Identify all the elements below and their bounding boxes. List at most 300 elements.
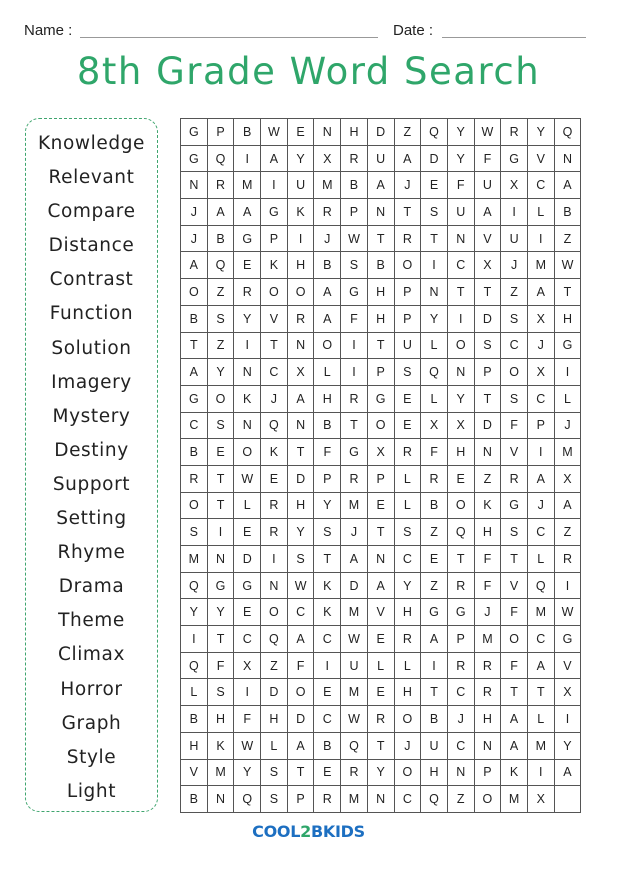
grid-cell[interactable]: I	[314, 652, 341, 679]
grid-cell[interactable]: R	[501, 465, 528, 492]
grid-cell[interactable]: W	[341, 626, 368, 653]
grid-cell[interactable]: W	[554, 599, 581, 626]
grid-cell[interactable]: U	[447, 199, 474, 226]
grid-cell[interactable]: Q	[421, 786, 448, 813]
grid-cell[interactable]: Y	[314, 492, 341, 519]
grid-cell[interactable]: H	[341, 119, 368, 146]
grid-cell[interactable]: R	[207, 172, 234, 199]
grid-cell[interactable]: I	[421, 252, 448, 279]
grid-cell[interactable]: J	[314, 225, 341, 252]
grid-cell[interactable]: W	[554, 252, 581, 279]
grid-cell[interactable]: H	[394, 599, 421, 626]
grid-cell[interactable]: P	[394, 279, 421, 306]
grid-cell[interactable]: J	[527, 492, 554, 519]
grid-cell[interactable]: C	[527, 385, 554, 412]
grid-cell[interactable]: M	[474, 626, 501, 653]
grid-cell[interactable]: R	[474, 652, 501, 679]
grid-cell[interactable]: E	[421, 172, 448, 199]
grid-cell[interactable]: N	[207, 546, 234, 573]
grid-cell[interactable]: R	[447, 572, 474, 599]
grid-cell[interactable]: Y	[207, 359, 234, 386]
grid-cell[interactable]: Y	[447, 119, 474, 146]
grid-cell[interactable]: H	[421, 759, 448, 786]
grid-cell[interactable]: I	[554, 359, 581, 386]
grid-cell[interactable]: H	[447, 439, 474, 466]
grid-cell[interactable]: D	[287, 465, 314, 492]
grid-cell[interactable]: H	[394, 679, 421, 706]
grid-cell[interactable]: M	[234, 172, 261, 199]
grid-cell[interactable]: X	[527, 305, 554, 332]
grid-cell[interactable]: X	[554, 679, 581, 706]
grid-cell[interactable]: S	[207, 412, 234, 439]
grid-cell[interactable]: B	[181, 305, 208, 332]
grid-cell[interactable]: M	[341, 492, 368, 519]
grid-cell[interactable]: R	[394, 439, 421, 466]
grid-cell[interactable]: R	[394, 225, 421, 252]
grid-cell[interactable]: U	[367, 145, 394, 172]
grid-cell[interactable]: P	[474, 359, 501, 386]
grid-cell[interactable]: E	[447, 465, 474, 492]
grid-cell[interactable]: U	[501, 225, 528, 252]
grid-cell[interactable]: B	[234, 119, 261, 146]
grid-cell[interactable]: A	[554, 492, 581, 519]
grid-cell[interactable]: T	[527, 679, 554, 706]
grid-cell[interactable]: N	[367, 199, 394, 226]
grid-cell[interactable]: C	[314, 706, 341, 733]
grid-cell[interactable]: Z	[554, 225, 581, 252]
grid-cell[interactable]: T	[367, 332, 394, 359]
grid-cell[interactable]: C	[527, 172, 554, 199]
grid-cell[interactable]: D	[367, 119, 394, 146]
grid-cell[interactable]: E	[234, 599, 261, 626]
grid-cell[interactable]: A	[287, 385, 314, 412]
grid-cell[interactable]: G	[421, 599, 448, 626]
grid-cell[interactable]: Y	[287, 145, 314, 172]
grid-cell[interactable]: Q	[207, 145, 234, 172]
grid-cell[interactable]: V	[501, 439, 528, 466]
grid-cell[interactable]: A	[181, 359, 208, 386]
grid-cell[interactable]: E	[287, 119, 314, 146]
grid-cell[interactable]: F	[234, 706, 261, 733]
grid-cell[interactable]: D	[287, 706, 314, 733]
grid-cell[interactable]: Q	[261, 412, 288, 439]
grid-cell[interactable]: M	[527, 252, 554, 279]
grid-cell[interactable]: A	[394, 145, 421, 172]
grid-cell[interactable]: X	[527, 786, 554, 813]
grid-cell[interactable]: W	[341, 706, 368, 733]
grid-cell[interactable]: E	[421, 546, 448, 573]
grid-cell[interactable]: G	[234, 225, 261, 252]
grid-cell[interactable]: I	[207, 519, 234, 546]
grid-cell[interactable]: Y	[447, 145, 474, 172]
grid-cell[interactable]: G	[341, 279, 368, 306]
grid-cell[interactable]: B	[314, 252, 341, 279]
grid-cell[interactable]: K	[234, 385, 261, 412]
grid-cell[interactable]: J	[501, 252, 528, 279]
grid-cell[interactable]: I	[261, 172, 288, 199]
grid-cell[interactable]: S	[207, 679, 234, 706]
grid-cell[interactable]: I	[421, 652, 448, 679]
grid-cell[interactable]: C	[287, 599, 314, 626]
grid-cell[interactable]: N	[287, 332, 314, 359]
grid-cell[interactable]: L	[234, 492, 261, 519]
grid-cell[interactable]: O	[314, 332, 341, 359]
grid-cell[interactable]: T	[261, 332, 288, 359]
grid-cell[interactable]: S	[501, 519, 528, 546]
grid-cell[interactable]: T	[367, 519, 394, 546]
grid-cell[interactable]: F	[474, 145, 501, 172]
grid-cell[interactable]: T	[554, 279, 581, 306]
grid-cell[interactable]: T	[181, 332, 208, 359]
grid-cell[interactable]: Q	[447, 519, 474, 546]
grid-cell[interactable]: P	[261, 225, 288, 252]
grid-cell[interactable]: S	[394, 359, 421, 386]
grid-cell[interactable]: W	[234, 465, 261, 492]
grid-cell[interactable]: R	[341, 465, 368, 492]
grid-cell[interactable]: Y	[554, 732, 581, 759]
grid-cell[interactable]: Q	[261, 626, 288, 653]
grid-cell[interactable]: M	[501, 786, 528, 813]
grid-cell[interactable]: A	[474, 199, 501, 226]
grid-cell[interactable]: H	[314, 385, 341, 412]
grid-cell[interactable]: O	[447, 492, 474, 519]
grid-cell[interactable]: F	[421, 439, 448, 466]
grid-cell[interactable]: D	[341, 572, 368, 599]
grid-cell[interactable]: N	[314, 119, 341, 146]
grid-cell[interactable]: T	[207, 626, 234, 653]
grid-cell[interactable]: Q	[181, 572, 208, 599]
grid-cell[interactable]: X	[421, 412, 448, 439]
grid-cell[interactable]: R	[501, 119, 528, 146]
grid-cell[interactable]: U	[287, 172, 314, 199]
grid-cell[interactable]: N	[207, 786, 234, 813]
grid-cell[interactable]: R	[367, 706, 394, 733]
grid-cell[interactable]: L	[421, 332, 448, 359]
grid-cell[interactable]: J	[394, 732, 421, 759]
grid-cell[interactable]: C	[394, 786, 421, 813]
grid-cell[interactable]: T	[447, 546, 474, 573]
grid-cell[interactable]: A	[181, 252, 208, 279]
grid-cell[interactable]: J	[181, 225, 208, 252]
grid-cell[interactable]: J	[341, 519, 368, 546]
grid-cell[interactable]: J	[261, 385, 288, 412]
grid-cell[interactable]: A	[501, 732, 528, 759]
grid-cell[interactable]: D	[421, 145, 448, 172]
grid-cell[interactable]: T	[447, 279, 474, 306]
grid-cell[interactable]: Q	[234, 786, 261, 813]
grid-cell[interactable]: A	[554, 759, 581, 786]
grid-cell[interactable]: O	[287, 279, 314, 306]
grid-cell[interactable]: S	[341, 252, 368, 279]
grid-cell[interactable]: C	[501, 332, 528, 359]
grid-cell[interactable]: I	[181, 626, 208, 653]
grid-cell[interactable]: V	[261, 305, 288, 332]
grid-cell[interactable]: A	[527, 279, 554, 306]
grid-cell[interactable]: O	[501, 359, 528, 386]
grid-cell[interactable]: T	[474, 385, 501, 412]
grid-cell[interactable]: Y	[234, 759, 261, 786]
grid-cell[interactable]: C	[527, 626, 554, 653]
grid-cell[interactable]: B	[421, 706, 448, 733]
grid-cell[interactable]: P	[527, 412, 554, 439]
grid-cell[interactable]: Y	[447, 385, 474, 412]
grid-cell[interactable]: K	[474, 492, 501, 519]
grid-cell[interactable]: C	[394, 546, 421, 573]
grid-cell[interactable]: X	[501, 172, 528, 199]
grid-cell[interactable]: S	[314, 519, 341, 546]
grid-cell[interactable]: C	[181, 412, 208, 439]
grid-cell[interactable]: A	[314, 279, 341, 306]
grid-cell[interactable]: L	[261, 732, 288, 759]
grid-cell[interactable]: N	[474, 439, 501, 466]
grid-cell[interactable]: T	[287, 759, 314, 786]
grid-cell[interactable]: Q	[421, 119, 448, 146]
grid-cell[interactable]: A	[287, 626, 314, 653]
grid-cell[interactable]: H	[474, 519, 501, 546]
grid-cell[interactable]: E	[314, 679, 341, 706]
grid-cell[interactable]: B	[314, 732, 341, 759]
grid-cell[interactable]: D	[474, 412, 501, 439]
grid-cell[interactable]: P	[341, 199, 368, 226]
grid-cell[interactable]: D	[261, 679, 288, 706]
grid-cell[interactable]: L	[314, 359, 341, 386]
grid-cell[interactable]: C	[234, 626, 261, 653]
grid-cell[interactable]: R	[181, 465, 208, 492]
grid-cell[interactable]: E	[234, 519, 261, 546]
grid-cell[interactable]: Y	[181, 599, 208, 626]
grid-cell[interactable]: T	[367, 732, 394, 759]
grid-cell[interactable]: L	[554, 385, 581, 412]
grid-cell[interactable]: E	[367, 679, 394, 706]
grid-cell[interactable]: G	[554, 626, 581, 653]
grid-cell[interactable]: I	[527, 759, 554, 786]
grid-cell[interactable]: P	[287, 786, 314, 813]
grid-cell[interactable]: B	[181, 786, 208, 813]
grid-cell[interactable]: T	[314, 546, 341, 573]
grid-cell[interactable]: B	[181, 439, 208, 466]
grid-cell[interactable]: L	[367, 652, 394, 679]
grid-cell[interactable]: I	[234, 332, 261, 359]
grid-cell[interactable]: F	[314, 439, 341, 466]
grid-cell[interactable]: L	[421, 385, 448, 412]
grid-cell[interactable]: P	[367, 465, 394, 492]
grid-cell[interactable]: A	[501, 706, 528, 733]
grid-cell[interactable]: T	[421, 679, 448, 706]
grid-cell[interactable]: T	[474, 279, 501, 306]
grid-cell[interactable]: X	[367, 439, 394, 466]
grid-cell[interactable]: V	[554, 652, 581, 679]
grid-cell[interactable]: P	[394, 305, 421, 332]
grid-cell[interactable]: Q	[527, 572, 554, 599]
grid-cell[interactable]: S	[501, 305, 528, 332]
grid-cell[interactable]: S	[501, 385, 528, 412]
grid-cell[interactable]: U	[421, 732, 448, 759]
grid-cell[interactable]: A	[287, 732, 314, 759]
grid-cell[interactable]: P	[314, 465, 341, 492]
grid-cell[interactable]: Q	[181, 652, 208, 679]
grid-cell[interactable]: B	[341, 172, 368, 199]
grid-cell[interactable]: Q	[421, 359, 448, 386]
grid-cell[interactable]: P	[367, 359, 394, 386]
grid-cell[interactable]: I	[501, 199, 528, 226]
grid-cell[interactable]: M	[181, 546, 208, 573]
grid-cell[interactable]: J	[394, 172, 421, 199]
grid-cell[interactable]: A	[207, 199, 234, 226]
grid-cell[interactable]: M	[554, 439, 581, 466]
grid-cell[interactable]: B	[314, 412, 341, 439]
grid-cell[interactable]: P	[474, 759, 501, 786]
grid-cell[interactable]: Q	[554, 119, 581, 146]
grid-cell[interactable]: T	[341, 412, 368, 439]
grid-cell[interactable]: M	[341, 786, 368, 813]
grid-cell[interactable]: A	[234, 199, 261, 226]
grid-cell[interactable]: T	[207, 465, 234, 492]
grid-cell[interactable]: O	[394, 706, 421, 733]
grid-cell[interactable]: H	[181, 732, 208, 759]
grid-cell[interactable]: Y	[234, 305, 261, 332]
grid-cell[interactable]: I	[554, 572, 581, 599]
grid-cell[interactable]: X	[314, 145, 341, 172]
grid-cell[interactable]: M	[341, 599, 368, 626]
grid-cell[interactable]: N	[447, 359, 474, 386]
grid-cell[interactable]: C	[527, 519, 554, 546]
grid-cell[interactable]: Z	[207, 332, 234, 359]
grid-cell[interactable]: O	[287, 679, 314, 706]
grid-cell[interactable]: U	[341, 652, 368, 679]
grid-cell[interactable]: G	[501, 492, 528, 519]
grid-cell[interactable]: A	[261, 145, 288, 172]
grid-cell[interactable]: R	[554, 546, 581, 573]
grid-cell[interactable]: T	[421, 225, 448, 252]
grid-cell[interactable]: Z	[501, 279, 528, 306]
grid-cell[interactable]: I	[447, 305, 474, 332]
grid-cell[interactable]: N	[234, 412, 261, 439]
grid-cell[interactable]: X	[234, 652, 261, 679]
grid-cell[interactable]: M	[207, 759, 234, 786]
grid-cell[interactable]: N	[261, 572, 288, 599]
grid-cell[interactable]: S	[261, 759, 288, 786]
grid-cell[interactable]: T	[287, 439, 314, 466]
grid-cell[interactable]: A	[341, 546, 368, 573]
grid-cell[interactable]: P	[207, 119, 234, 146]
grid-cell[interactable]: R	[341, 759, 368, 786]
grid-cell[interactable]: R	[447, 652, 474, 679]
grid-cell[interactable]: X	[527, 359, 554, 386]
grid-cell[interactable]: A	[421, 626, 448, 653]
grid-cell[interactable]: F	[501, 599, 528, 626]
grid-cell[interactable]: U	[474, 172, 501, 199]
grid-cell[interactable]: B	[181, 706, 208, 733]
grid-cell[interactable]: G	[261, 199, 288, 226]
date-line[interactable]	[442, 37, 586, 38]
grid-cell[interactable]: Y	[367, 759, 394, 786]
grid-cell[interactable]: W	[474, 119, 501, 146]
grid-cell[interactable]: Y	[207, 599, 234, 626]
grid-cell[interactable]: S	[181, 519, 208, 546]
grid-cell[interactable]: W	[261, 119, 288, 146]
grid-cell[interactable]: O	[207, 385, 234, 412]
grid-cell[interactable]: I	[341, 359, 368, 386]
grid-cell[interactable]: J	[447, 706, 474, 733]
grid-cell[interactable]: B	[207, 225, 234, 252]
grid-cell[interactable]: R	[314, 199, 341, 226]
grid-cell[interactable]: F	[474, 572, 501, 599]
grid-cell[interactable]: N	[447, 759, 474, 786]
grid-cell[interactable]: N	[474, 732, 501, 759]
grid-cell[interactable]: M	[314, 172, 341, 199]
grid-cell[interactable]: L	[394, 652, 421, 679]
grid-cell[interactable]: E	[367, 492, 394, 519]
grid-cell[interactable]: E	[367, 626, 394, 653]
grid-cell[interactable]: V	[501, 572, 528, 599]
grid-cell[interactable]: O	[181, 492, 208, 519]
grid-cell[interactable]: F	[447, 172, 474, 199]
grid-cell[interactable]: K	[261, 252, 288, 279]
grid-cell[interactable]: A	[527, 465, 554, 492]
grid-cell[interactable]: C	[447, 252, 474, 279]
grid-cell[interactable]: O	[394, 759, 421, 786]
grid-cell[interactable]: K	[314, 599, 341, 626]
grid-cell[interactable]: H	[261, 706, 288, 733]
grid-cell[interactable]: R	[314, 786, 341, 813]
grid-cell[interactable]: Y	[421, 305, 448, 332]
grid-cell[interactable]: N	[367, 786, 394, 813]
grid-cell[interactable]: K	[501, 759, 528, 786]
grid-cell[interactable]: S	[421, 199, 448, 226]
grid-cell[interactable]: N	[421, 279, 448, 306]
grid-cell[interactable]: G	[501, 145, 528, 172]
grid-cell[interactable]: N	[287, 412, 314, 439]
grid-cell[interactable]: W	[341, 225, 368, 252]
grid-cell[interactable]: I	[234, 145, 261, 172]
grid-cell[interactable]: L	[394, 465, 421, 492]
grid-cell[interactable]: B	[367, 252, 394, 279]
grid-cell[interactable]: P	[447, 626, 474, 653]
grid-cell[interactable]: U	[394, 332, 421, 359]
grid-cell[interactable]: I	[527, 439, 554, 466]
grid-cell[interactable]: O	[261, 599, 288, 626]
grid-cell[interactable]: A	[314, 305, 341, 332]
grid-cell[interactable]: N	[234, 359, 261, 386]
grid-cell[interactable]: N	[554, 145, 581, 172]
grid-cell[interactable]: N	[367, 546, 394, 573]
grid-cell[interactable]: L	[181, 679, 208, 706]
grid-cell[interactable]: R	[341, 385, 368, 412]
grid-cell[interactable]: K	[261, 439, 288, 466]
grid-cell[interactable]: S	[261, 786, 288, 813]
grid-cell[interactable]: Z	[207, 279, 234, 306]
grid-cell[interactable]: J	[474, 599, 501, 626]
grid-cell[interactable]: O	[234, 439, 261, 466]
grid-cell[interactable]: E	[234, 252, 261, 279]
grid-cell[interactable]: T	[501, 546, 528, 573]
grid-cell[interactable]: L	[394, 492, 421, 519]
grid-cell[interactable]: J	[554, 412, 581, 439]
grid-cell[interactable]: T	[367, 225, 394, 252]
grid-cell[interactable]: Y	[394, 572, 421, 599]
grid-cell[interactable]: E	[394, 412, 421, 439]
grid-cell[interactable]: R	[474, 679, 501, 706]
grid-cell[interactable]: R	[394, 626, 421, 653]
grid-cell[interactable]: S	[394, 519, 421, 546]
grid-cell[interactable]: K	[207, 732, 234, 759]
grid-cell[interactable]: Q	[207, 252, 234, 279]
grid-cell[interactable]: Q	[341, 732, 368, 759]
grid-cell[interactable]: S	[207, 305, 234, 332]
grid-cell[interactable]: R	[341, 145, 368, 172]
grid-cell[interactable]: G	[554, 332, 581, 359]
grid-cell[interactable]: I	[287, 225, 314, 252]
